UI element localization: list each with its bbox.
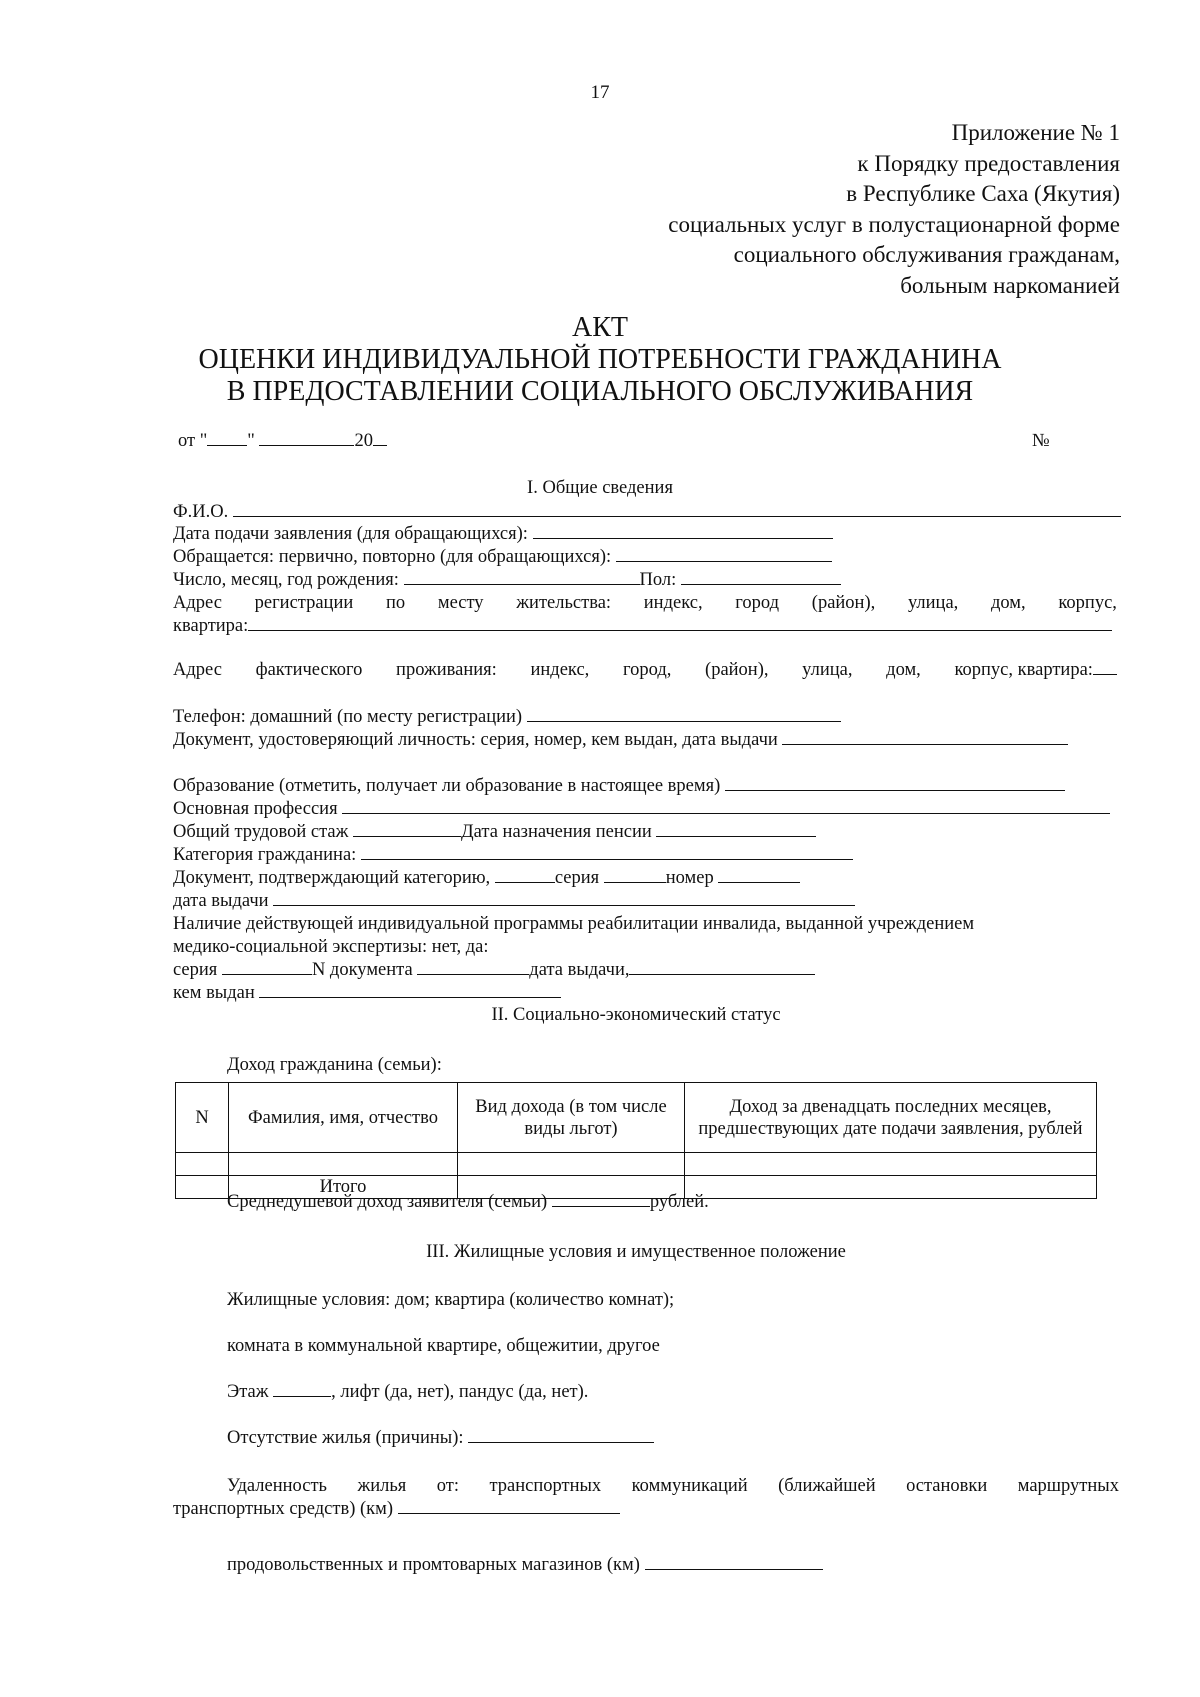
work-experience-row: Общий трудовой стаж Дата назначения пенсии xyxy=(173,822,816,843)
annex-block xyxy=(520,118,1120,301)
title-line-2: ОЦЕНКИ ИНДИВИДУАЛЬНОЙ ПОТРЕБНОСТИ ГРАЖДАНИНА xyxy=(198,344,1002,375)
category-doc-row: Документ, подтверждающий категорию, серия номер xyxy=(173,868,800,889)
number-sign: № xyxy=(1032,431,1050,451)
no-housing-field[interactable] xyxy=(468,1428,654,1443)
date-line: от " " 20 xyxy=(178,431,387,452)
profession-field[interactable] xyxy=(342,799,1110,814)
phone-field[interactable] xyxy=(527,707,841,722)
category-series-field[interactable] xyxy=(604,868,666,883)
annex-line: в Республике Саха (Якутия) xyxy=(846,181,1120,206)
ipr-number-field[interactable] xyxy=(417,960,529,975)
shops-row: продовольственных и промтоварных магазинов (км) xyxy=(227,1555,823,1576)
ipr-series-field[interactable] xyxy=(222,960,312,975)
education-field[interactable] xyxy=(725,776,1065,791)
work-experience-field[interactable] xyxy=(353,822,461,837)
ipr-line-1: Наличие действующей индивидуальной программы реабилитации инвалида, выданной учреждением xyxy=(173,914,975,934)
no-housing-row: Отсутствие жилья (причины): xyxy=(227,1428,654,1449)
table-cell[interactable] xyxy=(685,1176,1097,1199)
ipr-line-2: медико-социальной экспертизы: нет, да: xyxy=(173,937,489,957)
annex-line: социального обслуживания гражданам, xyxy=(733,242,1120,267)
actual-address-field[interactable] xyxy=(1093,660,1117,675)
table-cell[interactable] xyxy=(685,1153,1097,1176)
applies-field[interactable] xyxy=(616,547,832,562)
issued-by-row: кем выдан xyxy=(173,983,561,1004)
fio-row: Ф.И.О. xyxy=(173,502,1121,523)
document-title xyxy=(0,312,1200,408)
header-number: N xyxy=(176,1083,229,1153)
transport-distance-field[interactable] xyxy=(398,1499,620,1514)
header-fio: Фамилия, имя, отчество xyxy=(229,1083,458,1153)
table-cell[interactable] xyxy=(176,1153,229,1176)
section-2-title: II. Социально-экономический статус xyxy=(491,1005,781,1025)
profession-row: Основная профессия xyxy=(173,799,1110,820)
sex-field[interactable] xyxy=(681,570,841,585)
avg-income-field[interactable] xyxy=(552,1192,650,1207)
table-header-row xyxy=(176,1083,1097,1153)
section-3-title: III. Жилищные условия и имущественное положение xyxy=(426,1242,846,1262)
annex-line: социальных услуг в полустационарной форме xyxy=(668,211,1120,237)
reg-address-field[interactable] xyxy=(248,616,1112,631)
apartment-row: квартира: xyxy=(173,616,1112,637)
category-row: Категория гражданина: xyxy=(173,845,853,866)
room-line: комната в коммунальной квартире, общежитии, другое xyxy=(227,1336,660,1356)
id-document-field[interactable] xyxy=(782,730,1068,745)
annex-line: к Порядку предоставления xyxy=(857,150,1120,176)
shops-distance-field[interactable] xyxy=(645,1555,823,1570)
floor-row: Этаж , лифт (да, нет), пандус (да, нет). xyxy=(227,1382,589,1402)
avg-income-row: Среднедушевой доход заявителя (семьи) рублей. xyxy=(227,1192,709,1212)
education-row: Образование (отметить, получает ли образование в настоящее время) xyxy=(173,776,1065,797)
phone-row: Телефон: домашний (по месту регистрации) xyxy=(173,707,841,728)
fio-field[interactable] xyxy=(233,502,1121,517)
total-label: Итого xyxy=(229,1176,458,1199)
actual-address-row: Адрес фактического проживания: индекс, город, (район), улица, дом, корпус, квартира: xyxy=(173,660,1117,681)
id-document-row: Документ, удостоверяющий личность: серия, номер, кем выдан, дата выдачи xyxy=(173,730,1068,751)
category-doc-field[interactable] xyxy=(495,868,555,883)
remoteness-row: Удаленность жилья от: транспортных коммуникаций (ближайшей остановки маршрутных xyxy=(227,1476,1119,1496)
income-table xyxy=(175,1082,1097,1199)
header-income-type: Вид дохода (в том числе виды льгот) xyxy=(458,1083,685,1153)
application-date-row: Дата подачи заявления (для обращающихся): xyxy=(173,524,833,545)
issued-by-field[interactable] xyxy=(259,983,561,998)
header-income-amount: Доход за двенадцать последних месяцев, предшествующих дате подачи заявления, рублей xyxy=(685,1083,1097,1153)
section-1-title: I. Общие сведения xyxy=(527,478,673,498)
birth-date-field[interactable] xyxy=(404,570,640,585)
birth-date-row: Число, месяц, год рождения: Пол: xyxy=(173,570,841,591)
annex-line: Приложение № 1 xyxy=(951,120,1120,145)
application-date-field[interactable] xyxy=(533,524,833,539)
issue-date-field[interactable] xyxy=(273,891,855,906)
income-label: Доход гражданина (семьи): xyxy=(227,1055,442,1075)
page-number: 17 xyxy=(590,82,610,103)
annex-line: больным наркоманией xyxy=(900,272,1120,298)
issue-date-row: дата выдачи xyxy=(173,891,855,912)
title-line-3: В ПРЕДОСТАВЛЕНИИ СОЦИАЛЬНОГО ОБСЛУЖИВАНИЯ xyxy=(226,376,974,407)
pension-date-field[interactable] xyxy=(656,822,816,837)
month-field[interactable] xyxy=(259,431,354,446)
housing-line: Жилищные условия: дом; квартира (количество комнат); xyxy=(227,1290,675,1310)
table-cell[interactable] xyxy=(458,1153,685,1176)
reg-address-row: Адрес регистрации по месту жительства: индекс, город (район), улица, дом, корпус, xyxy=(173,593,1117,613)
floor-field[interactable] xyxy=(273,1382,331,1397)
category-field[interactable] xyxy=(361,845,853,860)
table-row xyxy=(176,1153,1097,1176)
transport-row: транспортных средств) (км) xyxy=(173,1499,620,1520)
ipr-issue-date-field[interactable] xyxy=(629,960,815,975)
title-line-1: АКТ xyxy=(572,312,628,343)
table-cell[interactable] xyxy=(229,1153,458,1176)
table-cell xyxy=(176,1176,229,1199)
applies-row: Обращается: первично, повторно (для обращающихся): xyxy=(173,547,832,568)
year-field[interactable] xyxy=(373,431,387,446)
category-number-field[interactable] xyxy=(718,868,800,883)
ipr-details-row: серия N документа дата выдачи, xyxy=(173,960,815,981)
day-field[interactable] xyxy=(207,431,247,446)
